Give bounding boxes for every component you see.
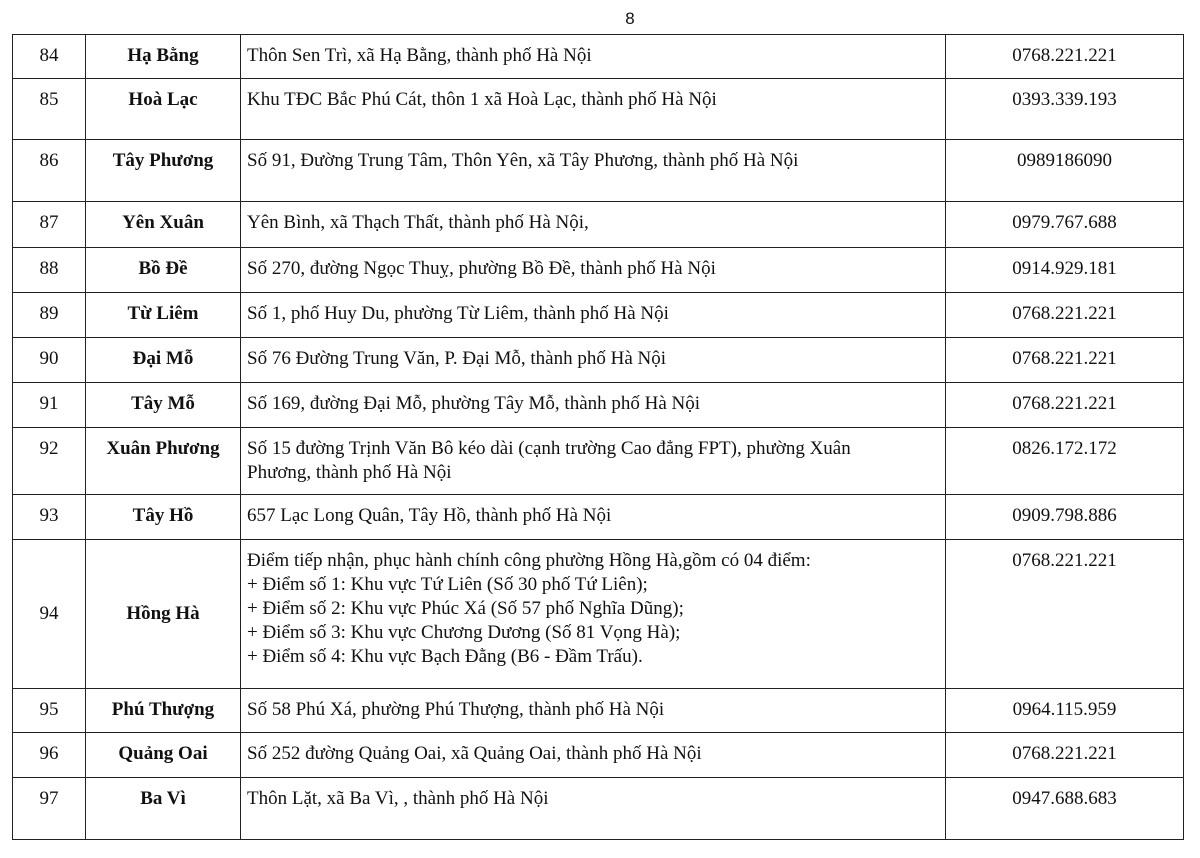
address-cell (241, 428, 946, 495)
table-row (13, 248, 1184, 293)
ward-name: Từ Liêm (86, 293, 241, 338)
row-number: 95 (13, 689, 86, 733)
address-cell (241, 338, 946, 383)
office-table (12, 34, 1184, 840)
ward-name: Tây Mỗ (86, 383, 241, 428)
ward-name: Đại Mỗ (86, 338, 241, 383)
address-cell (241, 202, 946, 248)
address-line: Khu TĐC Bắc Phú Cát, thôn 1 xã Hoà Lạc, thành phố Hà Nội (247, 89, 717, 110)
phone-number: 0979.767.688 (946, 202, 1184, 248)
address-line: Số 252 đường Quảng Oai, xã Quảng Oai, thành phố Hà Nội (247, 743, 702, 764)
ward-name: Hoà Lạc (86, 79, 241, 140)
address-line: Số 91, Đường Trung Tâm, Thôn Yên, xã Tây Phương, thành phố Hà Nội (247, 150, 799, 171)
row-number: 90 (13, 338, 86, 383)
table-row (13, 733, 1184, 778)
row-number: 96 (13, 733, 86, 778)
address-line: + Điểm số 2: Khu vực Phúc Xá (Số 57 phố Nghĩa Dũng); (247, 598, 684, 619)
row-number: 97 (13, 778, 86, 840)
table-row (13, 35, 1184, 79)
phone-number: 0768.221.221 (946, 338, 1184, 383)
address-cell (241, 79, 946, 140)
row-number: 88 (13, 248, 86, 293)
table-row (13, 338, 1184, 383)
ward-name: Tây Hồ (86, 495, 241, 540)
table-row (13, 428, 1184, 495)
phone-number: 0768.221.221 (946, 733, 1184, 778)
address-cell (241, 495, 946, 540)
row-number: 84 (13, 35, 86, 79)
address-line: Số 58 Phú Xá, phường Phú Thượng, thành phố Hà Nội (247, 699, 665, 720)
address-line: Điểm tiếp nhận, phục hành chính công phường Hồng Hà,gồm có 04 điểm: (247, 550, 811, 571)
address-cell (241, 689, 946, 733)
phone-number: 0826.172.172 (946, 428, 1184, 495)
address-line: Số 76 Đường Trung Văn, P. Đại Mỗ, thành phố Hà Nội (247, 348, 667, 369)
ward-name: Hồng Hà (86, 540, 241, 689)
table-row (13, 383, 1184, 428)
table-row (13, 293, 1184, 338)
address-cell (241, 540, 946, 689)
phone-number: 0989186090 (946, 140, 1184, 202)
address-cell (241, 733, 946, 778)
table-row (13, 202, 1184, 248)
table-row (13, 79, 1184, 140)
row-number: 93 (13, 495, 86, 540)
address-cell (241, 35, 946, 79)
row-number: 87 (13, 202, 86, 248)
phone-number: 0393.339.193 (946, 79, 1184, 140)
address-cell (241, 248, 946, 293)
ward-name: Ba Vì (86, 778, 241, 840)
table-row (13, 689, 1184, 733)
phone-number: 0914.929.181 (946, 248, 1184, 293)
ward-name: Yên Xuân (86, 202, 241, 248)
row-number: 89 (13, 293, 86, 338)
address-line: Thôn Sen Trì, xã Hạ Bằng, thành phố Hà Nội (247, 45, 592, 66)
address-line: Số 15 đường Trịnh Văn Bô kéo dài (cạnh trường Cao đẳng FPT), phường Xuân (247, 438, 851, 459)
phone-number: 0909.798.886 (946, 495, 1184, 540)
phone-number: 0768.221.221 (946, 540, 1184, 689)
address-line: Phương, thành phố Hà Nội (247, 462, 452, 483)
address-line: 657 Lạc Long Quân, Tây Hồ, thành phố Hà Nội (247, 505, 612, 526)
phone-number: 0768.221.221 (946, 383, 1184, 428)
ward-name: Hạ Bằng (86, 35, 241, 79)
ward-name: Tây Phương (86, 140, 241, 202)
address-line: Số 1, phố Huy Du, phường Từ Liêm, thành phố Hà Nội (247, 303, 669, 324)
row-number: 91 (13, 383, 86, 428)
address-cell (241, 383, 946, 428)
phone-number: 0768.221.221 (946, 293, 1184, 338)
table-row (13, 540, 1184, 689)
row-number: 85 (13, 79, 86, 140)
address-line: + Điểm số 3: Khu vực Chương Dương (Số 81 Vọng Hà); (247, 622, 681, 643)
address-line: Số 270, đường Ngọc Thuỵ, phường Bồ Đề, thành phố Hà Nội (247, 258, 716, 279)
table-row (13, 495, 1184, 540)
row-number: 86 (13, 140, 86, 202)
table-row (13, 778, 1184, 840)
address-line: + Điểm số 1: Khu vực Tứ Liên (Số 30 phố Tứ Liên); (247, 574, 648, 595)
ward-name: Phú Thượng (86, 689, 241, 733)
address-line: Thôn Lặt, xã Ba Vì, , thành phố Hà Nội (247, 788, 549, 809)
phone-number: 0964.115.959 (946, 689, 1184, 733)
row-number: 92 (13, 428, 86, 495)
address-line: Yên Bình, xã Thạch Thất, thành phố Hà Nội, (247, 212, 589, 233)
ward-name: Xuân Phương (86, 428, 241, 495)
phone-number: 0947.688.683 (946, 778, 1184, 840)
address-cell (241, 778, 946, 840)
ward-name: Bồ Đề (86, 248, 241, 293)
row-number: 94 (13, 540, 86, 689)
address-cell (241, 140, 946, 202)
address-line: Số 169, đường Đại Mỗ, phường Tây Mỗ, thành phố Hà Nội (247, 393, 701, 414)
phone-number: 0768.221.221 (946, 35, 1184, 79)
page-number: 8 (625, 9, 635, 28)
address-line: + Điểm số 4: Khu vực Bạch Đằng (B6 - Đầm Trấu). (247, 646, 643, 667)
address-cell (241, 293, 946, 338)
table-row (13, 140, 1184, 202)
ward-name: Quảng Oai (86, 733, 241, 778)
